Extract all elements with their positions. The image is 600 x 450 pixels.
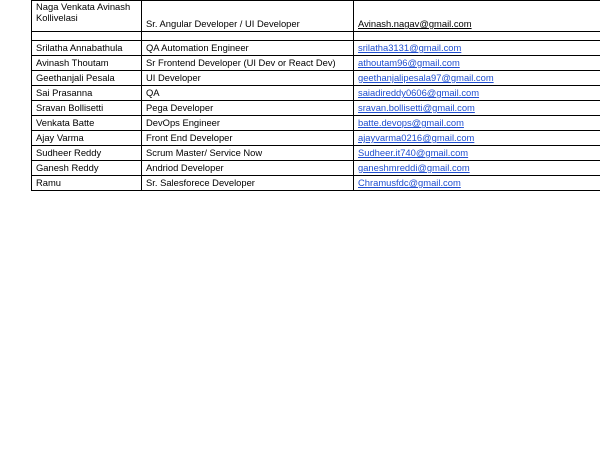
email-link[interactable]: ganeshmreddi@gmail.com [358, 162, 470, 173]
role-cell: Sr. Salesforece Developer [142, 176, 354, 191]
name-cell: Ganesh Reddy [32, 161, 142, 176]
role-cell: Andriod Developer [142, 161, 354, 176]
table-row [32, 131, 600, 146]
empty-cell [142, 32, 354, 41]
email-text: Avinash.nagav@gmail.com [358, 18, 472, 29]
email-cell [354, 131, 600, 146]
email-cell [354, 116, 600, 131]
document-sheet [31, 0, 600, 191]
email-link[interactable]: geethanjalipesala97@gmail.com [358, 72, 494, 83]
email-link[interactable]: ajayvarma0216@gmail.com [358, 132, 475, 143]
name-cell: Ramu [32, 176, 142, 191]
table-row [32, 176, 600, 191]
table-row [32, 56, 600, 71]
email-cell [354, 1, 600, 32]
name-cell: Sravan Bollisetti [32, 101, 142, 116]
email-cell [354, 56, 600, 71]
name-cell: Sudheer Reddy [32, 146, 142, 161]
name-cell: Avinash Thoutam [32, 56, 142, 71]
role-cell: Front End Developer [142, 131, 354, 146]
email-link[interactable]: Chramusfdc@gmail.com [358, 177, 461, 188]
table-row [32, 41, 600, 56]
email-link[interactable]: srilatha3131@gmail.com [358, 42, 462, 53]
name-cell: Ajay Varma [32, 131, 142, 146]
role-cell: QA [142, 86, 354, 101]
name-cell: Geethanjali Pesala [32, 71, 142, 86]
name-cell: Srilatha Annabathula [32, 41, 142, 56]
role-cell: Sr. Angular Developer / UI Developer [142, 1, 354, 32]
email-cell [354, 71, 600, 86]
empty-cell [32, 32, 142, 41]
email-link[interactable]: sravan.bollisetti@gmail.com [358, 102, 475, 113]
role-cell: Pega Developer [142, 101, 354, 116]
name-cell: Naga Venkata Avinash Kollivelasi [32, 1, 142, 32]
table-row [32, 116, 600, 131]
role-cell: Sr Frontend Developer (UI Dev or React Dev) [142, 56, 354, 71]
table-row [32, 161, 600, 176]
table-row [32, 71, 600, 86]
email-cell [354, 176, 600, 191]
email-cell [354, 101, 600, 116]
name-cell: Sai Prasanna [32, 86, 142, 101]
empty-cell [354, 32, 600, 41]
email-link[interactable]: batte.devops@gmail.com [358, 117, 464, 128]
email-cell [354, 86, 600, 101]
email-cell [354, 161, 600, 176]
spacer-row [32, 32, 600, 41]
name-cell: Venkata Batte [32, 116, 142, 131]
email-cell [354, 41, 600, 56]
email-link[interactable]: Sudheer.it740@gmail.com [358, 147, 469, 158]
table-row [32, 86, 600, 101]
table-row [32, 101, 600, 116]
role-cell: DevOps Engineer [142, 116, 354, 131]
role-cell: QA Automation Engineer [142, 41, 354, 56]
email-cell [354, 146, 600, 161]
email-link[interactable]: athoutam96@gmail.com [358, 57, 460, 68]
table-row [32, 1, 600, 32]
role-cell: Scrum Master/ Service Now [142, 146, 354, 161]
table-row [32, 146, 600, 161]
contact-table [31, 0, 600, 191]
email-link[interactable]: saiadireddy0606@gmail.com [358, 87, 480, 98]
role-cell: UI Developer [142, 71, 354, 86]
